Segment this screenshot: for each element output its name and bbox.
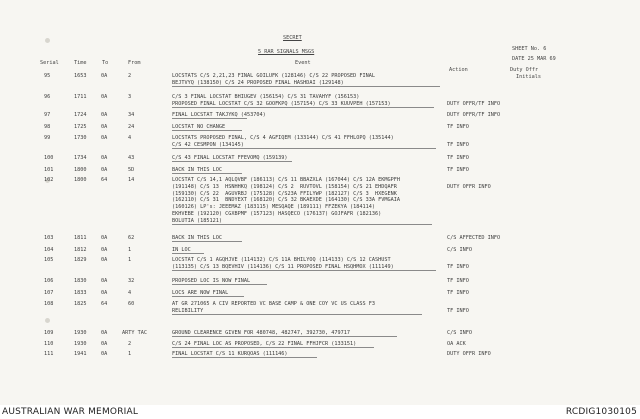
entry-time: 1825 (74, 301, 87, 307)
entry-event-text: FINAL LOCSTAT TAKJYKQ (453704) (172, 112, 266, 118)
entry-action: TF INFO (447, 141, 469, 148)
col-from-header: From (128, 60, 141, 66)
entry-time: 1833 (74, 290, 87, 296)
entry-to: 0A (101, 247, 108, 253)
col-to-header: To (102, 60, 109, 66)
entry-event-text: FINAL LOCSTAT C/S 11 KURQOAS (111146) (172, 351, 288, 357)
entry-event-text: LOCSTAT C/S 14,1 AQLQVBF (186113) C/S 11 BBAZXLA (167044) C/S 12A EKMGPFH (172, 177, 400, 183)
entry-underline (172, 86, 440, 87)
entry-serial: 108 (44, 301, 54, 307)
entry-serial: 99 (44, 135, 51, 141)
entry-action: TF INFO (447, 155, 469, 161)
entry-to: 0A (101, 257, 108, 263)
entry-to: 0A (101, 73, 108, 79)
entry-time: 1812 (74, 247, 87, 253)
entry-from: 2 (128, 73, 132, 79)
entry-event-text: (160126) LP's: JEEEMAZ (183115) MESQAQE (189111) FFZEKYA (184114) (172, 204, 376, 211)
entry-event-text: C/S 24 FINAL LOC AS PROPOSED, C/S 22 FINAL FFHJFCR (133151) (172, 341, 357, 347)
entry-underline (172, 336, 397, 337)
entry-action: TF INFO (447, 307, 469, 314)
sheet-date: DATE 25 MAR 69 (512, 56, 556, 62)
archive-name: AUSTRALIAN WAR MEMORIAL (2, 407, 139, 417)
entry-event-text: RELIBILITY (172, 307, 204, 314)
entry-action: C/S INFO (447, 330, 472, 336)
entry-action: TF INFO (447, 278, 469, 284)
entry-serial: 106 (44, 278, 54, 284)
sheet-number: SHEET No. 6 (512, 46, 547, 52)
entry-time: 1830 (74, 278, 87, 284)
entry-time: 1829 (74, 257, 87, 263)
duty-offr-label: Duty Offr (510, 67, 539, 73)
entry-action: C/S INFO (447, 247, 472, 253)
entry-to: 0A (101, 155, 108, 161)
entry-underline (172, 296, 244, 297)
entry-from: 34 (128, 112, 135, 118)
entry-time: 1800 (74, 167, 87, 173)
entry-time: 1653 (74, 73, 87, 79)
entry-action: C/S AFFECTED INFO (447, 235, 501, 241)
entry-event-text: PROPOSED LOC IS NOW FINAL (172, 278, 251, 284)
entry-event-text: LOCSTATS C/S 2,21,23 FINAL GOILUFK (128146) C/S 22 PROPOSED FINAL (172, 73, 376, 79)
entry-serial: 97 (44, 112, 51, 118)
entry-serial: 96 (44, 94, 51, 100)
entry-action: DUTY OFFR INFO (447, 351, 491, 357)
entry-event-text: LOCSTATS PROPOSED FINAL, C/S 4 AGFIQEM (133144) C/S 41 FFHLOPQ (135144) (172, 135, 394, 141)
entry-to: 0A (101, 124, 108, 130)
entry-underline (172, 148, 436, 149)
entry-action: OA ACK (447, 341, 466, 347)
entry-time: 1711 (74, 94, 87, 100)
initials-label: Initials (516, 74, 541, 80)
entry-time: 1930 (74, 330, 87, 336)
unit-heading: 5 RAR SIGNALS MSGS (258, 49, 315, 55)
entry-underline (172, 347, 374, 348)
entry-time: 1811 (74, 235, 87, 241)
entry-event-text: EKHVEBE (192120) CGXBPMF (157123) HASQECO (176137) GOJFAFR (182136) (172, 211, 382, 217)
entry-event-text: LOCSTAT C/S 1 AGQHJVE (114132) C/S 11A BHILYOQ (114133) C/S 12 CASHUST (172, 257, 391, 263)
entry-event-text: BACK IN THIS LOC (172, 167, 222, 173)
entry-underline (172, 314, 422, 315)
entry-event-text: IN LOC (172, 247, 191, 253)
entry-event-text: C/S 3 FINAL LOCSTAT BHIUGEV (156154) C/S 31 TAVAHYF (156153) (172, 94, 360, 100)
entry-serial: 110 (44, 341, 54, 347)
entry-action: DUTY OFFR/TF INFO (447, 100, 501, 107)
entry-serial: 109 (44, 330, 54, 336)
entry-action: TF INFO (447, 167, 469, 173)
entry-time: 1734 (74, 155, 87, 161)
entry-event-text: BACK IN THIS LOC (172, 235, 222, 241)
punch-hole (45, 38, 50, 43)
entry-serial: 95 (44, 73, 51, 79)
entry-from: ARTY TAC (122, 330, 147, 336)
entry-to: 0A (101, 278, 108, 284)
entry-from: 24 (128, 124, 135, 130)
entry-underline (172, 173, 242, 174)
entry-time: 1941 (74, 351, 87, 357)
entry-event-text: (162110) C/S 31 BNDYEXT (168120) C/S 32 BKAEXDE (164130) C/S 33A FVMGAIA (172, 197, 400, 204)
entry-serial: 102 (44, 177, 54, 183)
event-label: Event (295, 60, 311, 66)
entry-to: 0A (101, 290, 108, 296)
entry-underline (172, 161, 292, 162)
entry-from: 3 (128, 94, 132, 100)
entry-to: 0A (101, 330, 108, 336)
entry-event-text: AT GR 271065 A CIV REPORTED VC BASE CAMP & ONE COY VC US CLASS F3 (172, 301, 376, 307)
entry-from: 1 (128, 257, 132, 263)
action-label: Action (449, 67, 468, 73)
col-time-header: Time (74, 60, 87, 66)
entry-serial: 100 (44, 155, 54, 161)
entry-serial: 107 (44, 290, 54, 296)
entry-from: 1 (128, 351, 132, 357)
classification-heading: SECRET (283, 35, 302, 41)
entry-event-text: C/S 43 FINAL LOCSTAT FFEVOMQ (159139) (172, 155, 288, 161)
entry-to: 0A (101, 135, 108, 141)
entry-to: 64 (101, 177, 108, 183)
entry-event-text: (113135) C/S 13 BQEVHIV (114136) C/S 11 PROPOSED FINAL HSQHMOX (111149) (172, 263, 394, 270)
punch-hole (45, 318, 50, 323)
entry-event-text: LOCS ARE NOW FINAL (172, 290, 229, 296)
entry-time: 1725 (74, 124, 87, 130)
entry-underline (172, 253, 204, 254)
entry-serial: 111 (44, 351, 54, 357)
entry-from: 4 (128, 290, 132, 296)
entry-to: 0A (101, 341, 108, 347)
archive-footer (0, 405, 640, 419)
entry-underline (172, 284, 267, 285)
archive-record-id: RCDIG1030105 (565, 407, 637, 417)
entry-action: TF INFO (447, 263, 469, 270)
entry-underline (172, 357, 317, 358)
entry-event-text: PROPOSED FINAL LOCSTAT C/S 32 GOOFKPQ (157154) C/S 33 KUUVPEH (157153) (172, 100, 391, 107)
entry-time: 1930 (74, 341, 87, 347)
entry-from: 1 (128, 247, 132, 253)
entry-serial: 103 (44, 235, 54, 241)
entry-to: 0A (101, 351, 108, 357)
col-serial-header: Serial (40, 60, 59, 66)
entry-event-text: (159130) C/S 22 AGUVRBJ (175128) C/S23A FFILYWP (182127) C/S 3 HXEGENK (172, 190, 397, 197)
entry-event-text: (191148) C/S 13 HSNHHKQ (198124) C/S 2 RUVTOVL (158154) C/S 21 EHDQAFR (172, 183, 397, 190)
entry-from: 43 (128, 155, 135, 161)
entry-serial: 98 (44, 124, 51, 130)
entry-from: 4 (128, 135, 132, 141)
entry-underline (172, 118, 247, 119)
entry-action: TF INFO (447, 290, 469, 296)
entry-underline (172, 130, 242, 131)
entry-underline (172, 224, 432, 225)
entry-from: 32 (128, 278, 135, 284)
entry-event-text: GROUND CLEARENCE GIVEN FOR 480748, 482747, 392730, 479717 (172, 330, 351, 336)
entry-to: 0A (101, 235, 108, 241)
entry-underline (172, 107, 434, 108)
entry-to: 64 (101, 301, 108, 307)
entry-action: DUTY OFFR INFO (447, 183, 491, 190)
entry-action: DUTY OFFR/TF INFO (447, 112, 501, 118)
entry-from: 60 (128, 301, 135, 307)
entry-time: 1730 (74, 135, 87, 141)
entry-event-text: C/S 42 CESMPON (134145) (172, 141, 244, 148)
entry-serial: 101 (44, 167, 54, 173)
entry-underline (172, 270, 436, 271)
entry-serial: 104 (44, 247, 54, 253)
entry-to: 0A (101, 167, 108, 173)
entry-serial: 105 (44, 257, 54, 263)
entry-event-text: BOLUTIA (185121) (172, 217, 222, 224)
entry-from: 2 (128, 341, 132, 347)
entry-underline (172, 241, 242, 242)
entry-time: 1800 (74, 177, 87, 183)
entry-to: 0A (101, 94, 108, 100)
entry-action: TF INFO (447, 124, 469, 130)
entry-from: 14 (128, 177, 135, 183)
entry-from: 62 (128, 235, 135, 241)
entry-time: 1724 (74, 112, 87, 118)
entry-from: 5D (128, 167, 135, 173)
entry-to: 0A (101, 112, 108, 118)
entry-event-text: LOCSTAT NO CHANGE (172, 124, 226, 130)
entry-event-text: BEJTVYQ (138150) C/S 24 PROPOSED FINAL HASHDAI (129148) (172, 79, 344, 86)
